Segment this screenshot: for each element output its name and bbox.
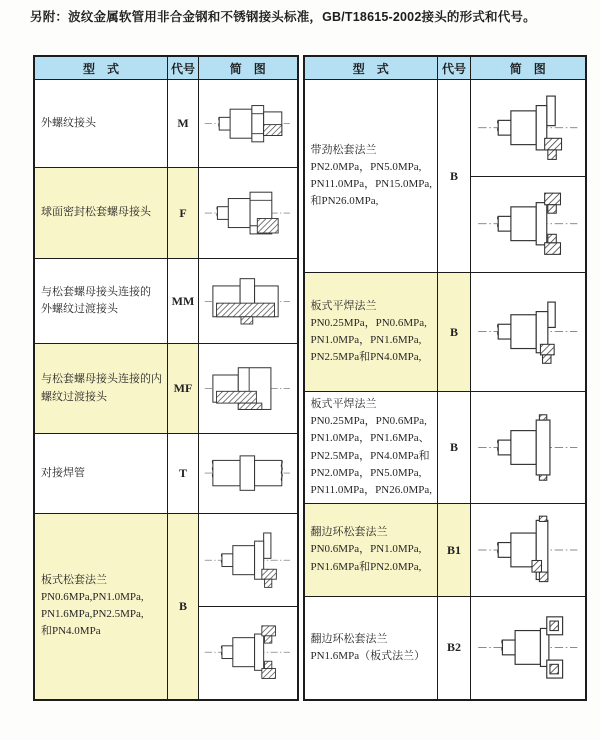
type-text-line: PN0.25MPa，PN0.6MPa, xyxy=(310,316,427,329)
diagram-table-cell xyxy=(199,259,298,344)
diagram-cell xyxy=(199,169,297,258)
type-text-line: PN1.0MPa，PN1.6MPa、 xyxy=(310,432,430,445)
code-cell: B1 xyxy=(438,504,471,597)
male-thread-joint-diagram xyxy=(202,85,293,162)
table-row xyxy=(304,80,586,273)
code-cell: B xyxy=(438,273,471,392)
code-cell: T xyxy=(168,434,199,514)
flat-weld-flange-plain-diagram xyxy=(475,398,581,497)
diagram-stack xyxy=(471,505,585,596)
diagram-stack xyxy=(471,393,585,503)
table-row xyxy=(34,259,298,344)
lap-ring-plate-flange-diagram xyxy=(475,602,581,693)
table-row xyxy=(304,504,586,597)
col-header-type: 型 式 xyxy=(34,56,168,80)
diagram-stack xyxy=(199,260,297,343)
diagram-stack xyxy=(199,514,297,698)
diagram-cell xyxy=(199,260,297,343)
type-text-line: 球面密封松套螺母接头 xyxy=(41,206,151,219)
fitting-table-left xyxy=(33,55,299,701)
diagram-table-cell xyxy=(471,392,586,504)
type-text-line: PN11.0MPa，PN26.0MPa, xyxy=(310,483,433,496)
type-text-line: PN2.5MPa和PN4.0MPa, xyxy=(310,351,422,364)
type-text-line: 与松套螺母接头连接的内 xyxy=(41,373,162,386)
diagram-table-cell xyxy=(199,80,298,168)
type-text-line: PN11.0MPa，PN15.0MPa, xyxy=(310,178,433,190)
type-text-line: 外螺纹接头 xyxy=(41,116,96,129)
code-cell: MF xyxy=(168,344,199,434)
diagram-cell xyxy=(199,81,297,167)
diagram-stack xyxy=(199,169,297,258)
diagram-table-cell xyxy=(471,504,586,597)
type-text-line: 螺纹过渡接头 xyxy=(41,390,107,403)
table-row xyxy=(34,80,298,168)
lap-ring-loose-flange-diagram xyxy=(475,509,581,591)
diagram-stack xyxy=(471,597,585,698)
type-text-line: 翻边环松套法兰 xyxy=(310,632,388,645)
col-header-diagram: 简 图 xyxy=(199,56,298,80)
table-row xyxy=(34,434,298,514)
diagram-cell xyxy=(199,435,297,513)
spherical-union-nut-joint-diagram xyxy=(202,173,293,253)
type-text-line: PN0.6MPa，PN1.0MPa, xyxy=(310,543,422,556)
type-cell xyxy=(34,514,168,700)
table-row xyxy=(304,273,586,392)
tables-container xyxy=(33,55,587,701)
header-row xyxy=(34,56,298,80)
type-text-line: 翻边环松套法兰 xyxy=(310,526,388,539)
diagram-table-cell xyxy=(471,597,586,700)
diagram-cell xyxy=(471,274,585,391)
type-text-line: 与松套螺母接头连接的 xyxy=(41,285,151,298)
type-cell xyxy=(34,344,168,434)
type-text-line: 和PN4.0MPa xyxy=(41,625,101,638)
table-row xyxy=(34,514,298,700)
diagram-cell xyxy=(199,514,297,606)
diagram-stack xyxy=(471,274,585,391)
table-row xyxy=(304,392,586,504)
type-cell xyxy=(34,259,168,344)
table-row xyxy=(34,168,298,259)
type-text-line: PN2.0MPa，PN5.0MPa, xyxy=(310,160,422,173)
diagram-cell xyxy=(471,81,585,176)
header-row xyxy=(304,56,586,80)
type-cell xyxy=(304,80,438,273)
diagram-stack xyxy=(199,435,297,513)
type-text-line: PN0.25MPa，PN0.6MPa, xyxy=(310,415,427,428)
diagram-table-cell xyxy=(199,514,298,700)
type-text-line: PN1.0MPa，PN1.6MPa, xyxy=(310,334,422,346)
male-male-adapter-diagram xyxy=(202,264,293,339)
code-cell: M xyxy=(168,80,199,168)
loose-flange-collared-diagram xyxy=(202,611,293,693)
code-cell: B xyxy=(438,392,471,504)
type-text-line: PN2.0MPa，PN5.0MPa, xyxy=(310,466,422,479)
type-text-line: PN2.5MPa，PN4.0MPa和 xyxy=(310,449,430,462)
type-cell xyxy=(34,80,168,168)
type-cell xyxy=(304,392,438,504)
type-text-line: 板式松套法兰 xyxy=(41,574,107,587)
loose-flange-stem-up-diagram xyxy=(475,85,581,171)
diagram-table-cell xyxy=(199,168,298,259)
table-row xyxy=(34,344,298,434)
diagram-cell xyxy=(471,176,585,272)
type-cell xyxy=(304,597,438,700)
diagram-cell xyxy=(471,505,585,596)
type-text-line: 对接焊管 xyxy=(41,466,85,479)
loose-flange-collared-diagram xyxy=(475,181,581,267)
col-header-type: 型 式 xyxy=(304,56,438,80)
type-cell xyxy=(34,168,168,259)
code-cell: MM xyxy=(168,259,199,344)
type-cell xyxy=(304,273,438,392)
diagram-table-cell xyxy=(199,344,298,434)
page-title: 另附：波纹金属软管用非合金钢和不锈钢接头标准，GB/T18615-2002接头的形式和代号。 xyxy=(30,10,536,24)
fitting-table-right xyxy=(303,55,587,701)
flat-weld-flange-stem-diagram xyxy=(475,279,581,384)
diagram-cell xyxy=(471,393,585,503)
table-row xyxy=(304,597,586,700)
type-text-line: PN1.6MPa,PN2.5MPa, xyxy=(41,608,144,621)
code-cell: B xyxy=(438,80,471,273)
code-cell: F xyxy=(168,168,199,259)
diagram-table-cell xyxy=(471,80,586,273)
diagram-table-cell xyxy=(199,434,298,514)
diagram-cell xyxy=(199,345,297,433)
type-text-line: 带劲松套法兰 xyxy=(310,143,377,156)
code-cell: B2 xyxy=(438,597,471,700)
type-text-line: PN0.6MPa,PN1.0MPa, xyxy=(41,591,144,604)
type-cell xyxy=(34,434,168,514)
diagram-stack xyxy=(199,345,297,433)
loose-flange-stem-up-diagram xyxy=(202,519,293,601)
code-cell: B xyxy=(168,514,199,700)
type-text-line: 和PN26.0MPa, xyxy=(310,195,379,208)
type-text-line: 板式平焊法兰 xyxy=(310,398,377,411)
col-header-diagram: 简 图 xyxy=(471,56,586,80)
butt-weld-pipe-diagram xyxy=(202,438,293,508)
type-text-line: 板式平焊法兰 xyxy=(310,299,377,312)
diagram-stack xyxy=(199,81,297,167)
type-text-line: PN1.6MPa（板式法兰） xyxy=(310,649,426,662)
type-cell xyxy=(304,504,438,597)
diagram-stack xyxy=(471,81,585,272)
type-text-line: PN1.6MPa和PN2.0MPa, xyxy=(310,560,422,573)
col-header-code: 代号 xyxy=(168,56,199,80)
col-header-code: 代号 xyxy=(438,56,471,80)
diagram-cell xyxy=(199,606,297,699)
male-female-adapter-diagram xyxy=(202,349,293,428)
diagram-table-cell xyxy=(471,273,586,392)
diagram-cell xyxy=(471,597,585,698)
type-text-line: 外螺纹过渡接头 xyxy=(41,303,118,315)
